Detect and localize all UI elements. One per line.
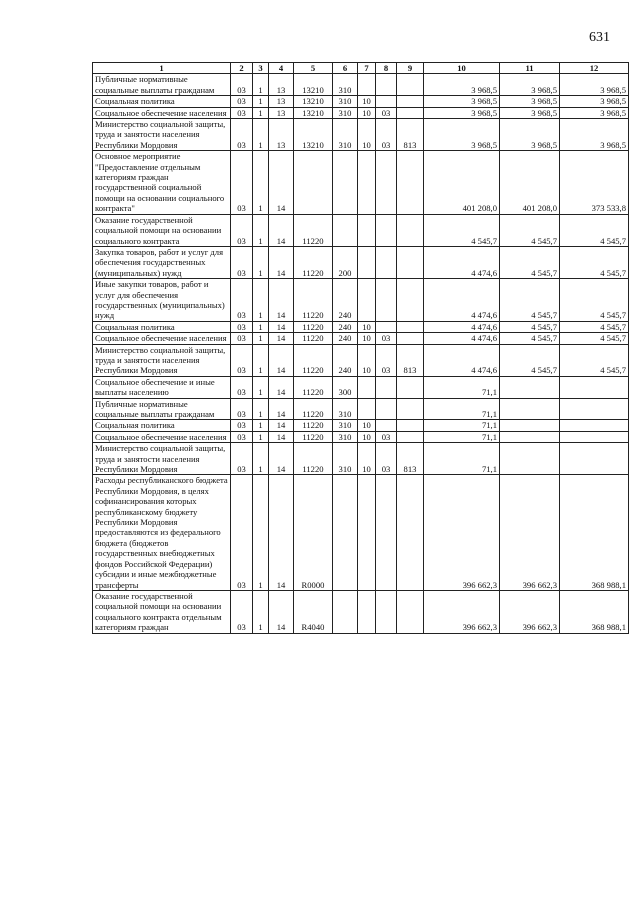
table-row	[93, 119, 629, 151]
cell-col-2: 03	[231, 431, 253, 442]
cell-col-8	[376, 96, 397, 107]
cell-col-2: 03	[231, 119, 253, 151]
cell-col-4: 14	[269, 333, 294, 344]
cell-col-2: 03	[231, 376, 253, 398]
column-header-12: 12	[560, 63, 629, 74]
cell-col-12: 3 968,5	[560, 96, 629, 107]
cell-col-7	[358, 151, 376, 214]
header-row	[93, 63, 629, 74]
cell-col-7	[358, 214, 376, 246]
cell-col-3: 1	[253, 475, 269, 590]
cell-col-8	[376, 214, 397, 246]
cell-col-5: 11220	[294, 246, 333, 278]
cell-col-7: 10	[358, 420, 376, 431]
cell-col-6: 310	[333, 107, 358, 118]
cell-col-10: 4 474,6	[424, 333, 500, 344]
cell-col-11: 396 662,3	[500, 475, 560, 590]
cell-col-12: 3 968,5	[560, 119, 629, 151]
cell-col-4: 14	[269, 376, 294, 398]
cell-col-3: 1	[253, 376, 269, 398]
row-name-cell: Публичные нормативные социальные выплаты гражданам	[93, 74, 231, 96]
cell-col-11: 4 545,7	[500, 246, 560, 278]
cell-col-8	[376, 321, 397, 332]
column-header-2: 2	[231, 63, 253, 74]
row-name-cell: Закупка товаров, работ и услуг для обеспечения государственных (муниципальных) нужд	[93, 246, 231, 278]
table-row	[93, 333, 629, 344]
cell-col-7	[358, 279, 376, 322]
cell-col-6	[333, 475, 358, 590]
table-row	[93, 321, 629, 332]
cell-col-12: 368 988,1	[560, 475, 629, 590]
cell-col-5: 13210	[294, 107, 333, 118]
cell-col-6: 310	[333, 431, 358, 442]
cell-col-9	[397, 279, 424, 322]
cell-col-2: 03	[231, 279, 253, 322]
cell-col-10: 3 968,5	[424, 96, 500, 107]
cell-col-7: 10	[358, 431, 376, 442]
cell-col-3: 1	[253, 151, 269, 214]
cell-col-11: 4 545,7	[500, 344, 560, 376]
row-name-cell: Оказание государственной социальной помощи на основании социального контракта	[93, 214, 231, 246]
table-row	[93, 376, 629, 398]
table-row	[93, 246, 629, 278]
cell-col-5: 13210	[294, 74, 333, 96]
cell-col-10: 3 968,5	[424, 119, 500, 151]
cell-col-8: 03	[376, 333, 397, 344]
row-name-cell: Расходы республиканского бюджета Республики Мордовия, в целях софинансирования которых республиканскому бюджету Республики Мордовия предоставляются из федерального бюджета (бюджетов государственных внебюджетных фондов Российской Федерации) субсидии и иные межбюджетные трансферты	[93, 475, 231, 590]
cell-col-2: 03	[231, 74, 253, 96]
row-name-cell: Иные закупки товаров, работ и услуг для обеспечения государственных (муниципальных) нужд	[93, 279, 231, 322]
row-name-cell: Основное мероприятие "Предоставление отдельным категориям граждан государственной социальной помощи на основании социального контракта"	[93, 151, 231, 214]
cell-col-5: 11220	[294, 420, 333, 431]
cell-col-11	[500, 443, 560, 475]
cell-col-3: 1	[253, 344, 269, 376]
cell-col-12: 4 545,7	[560, 344, 629, 376]
cell-col-6: 240	[333, 279, 358, 322]
cell-col-8	[376, 590, 397, 633]
cell-col-6	[333, 214, 358, 246]
cell-col-2: 03	[231, 96, 253, 107]
table-row	[93, 107, 629, 118]
cell-col-2: 03	[231, 151, 253, 214]
cell-col-9	[397, 246, 424, 278]
cell-col-6: 240	[333, 333, 358, 344]
cell-col-8	[376, 376, 397, 398]
row-name-cell: Министерство социальной защиты, труда и занятости населения Республики Мордовия	[93, 443, 231, 475]
table-row	[93, 431, 629, 442]
cell-col-2: 03	[231, 475, 253, 590]
cell-col-7: 10	[358, 107, 376, 118]
cell-col-3: 1	[253, 420, 269, 431]
cell-col-12	[560, 431, 629, 442]
cell-col-2: 03	[231, 398, 253, 420]
cell-col-3: 1	[253, 590, 269, 633]
cell-col-7: 10	[358, 344, 376, 376]
column-header-4: 4	[269, 63, 294, 74]
cell-col-8	[376, 279, 397, 322]
cell-col-2: 03	[231, 590, 253, 633]
cell-col-9	[397, 321, 424, 332]
cell-col-8	[376, 246, 397, 278]
column-header-5: 5	[294, 63, 333, 74]
cell-col-9	[397, 214, 424, 246]
cell-col-4: 14	[269, 590, 294, 633]
page-number: 631	[589, 30, 610, 45]
cell-col-9	[397, 96, 424, 107]
cell-col-10: 71,1	[424, 431, 500, 442]
cell-col-11: 4 545,7	[500, 333, 560, 344]
cell-col-2: 03	[231, 333, 253, 344]
cell-col-4: 14	[269, 420, 294, 431]
cell-col-3: 1	[253, 74, 269, 96]
cell-col-9	[397, 420, 424, 431]
column-header-8: 8	[376, 63, 397, 74]
cell-col-10: 401 208,0	[424, 151, 500, 214]
column-header-3: 3	[253, 63, 269, 74]
cell-col-12: 368 988,1	[560, 590, 629, 633]
cell-col-8: 03	[376, 431, 397, 442]
cell-col-11: 4 545,7	[500, 321, 560, 332]
cell-col-9: 813	[397, 344, 424, 376]
cell-col-4: 14	[269, 344, 294, 376]
cell-col-10: 3 968,5	[424, 107, 500, 118]
cell-col-4: 13	[269, 107, 294, 118]
cell-col-9	[397, 590, 424, 633]
cell-col-11: 401 208,0	[500, 151, 560, 214]
cell-col-9	[397, 431, 424, 442]
cell-col-12	[560, 398, 629, 420]
cell-col-3: 1	[253, 107, 269, 118]
cell-col-2: 03	[231, 321, 253, 332]
cell-col-2: 03	[231, 443, 253, 475]
cell-col-9	[397, 376, 424, 398]
cell-col-5: 11220	[294, 431, 333, 442]
column-header-10: 10	[424, 63, 500, 74]
cell-col-11	[500, 398, 560, 420]
cell-col-11: 3 968,5	[500, 96, 560, 107]
cell-col-7	[358, 74, 376, 96]
table-row	[93, 443, 629, 475]
table-row	[93, 420, 629, 431]
cell-col-5: 11220	[294, 443, 333, 475]
cell-col-7: 10	[358, 321, 376, 332]
cell-col-5	[294, 151, 333, 214]
cell-col-12	[560, 443, 629, 475]
cell-col-3: 1	[253, 321, 269, 332]
cell-col-3: 1	[253, 246, 269, 278]
row-name-cell: Социальное обеспечение и иные выплаты населению	[93, 376, 231, 398]
cell-col-4: 14	[269, 214, 294, 246]
cell-col-5: R4040	[294, 590, 333, 633]
cell-col-10: 396 662,3	[424, 590, 500, 633]
cell-col-11: 396 662,3	[500, 590, 560, 633]
cell-col-11: 3 968,5	[500, 119, 560, 151]
cell-col-2: 03	[231, 420, 253, 431]
cell-col-8	[376, 420, 397, 431]
cell-col-7: 10	[358, 333, 376, 344]
cell-col-5: 11220	[294, 333, 333, 344]
row-name-cell: Министерство социальной защиты, труда и занятости населения Республики Мордовия	[93, 344, 231, 376]
table-body	[93, 74, 629, 633]
cell-col-7	[358, 475, 376, 590]
cell-col-10: 4 474,6	[424, 321, 500, 332]
row-name-cell: Социальная политика	[93, 420, 231, 431]
row-name-cell: Социальное обеспечение населения	[93, 107, 231, 118]
cell-col-8: 03	[376, 443, 397, 475]
cell-col-6	[333, 151, 358, 214]
row-name-cell: Социальная политика	[93, 321, 231, 332]
cell-col-12: 4 545,7	[560, 333, 629, 344]
cell-col-12	[560, 376, 629, 398]
cell-col-6	[333, 590, 358, 633]
cell-col-12: 3 968,5	[560, 107, 629, 118]
cell-col-10: 396 662,3	[424, 475, 500, 590]
cell-col-3: 1	[253, 96, 269, 107]
cell-col-3: 1	[253, 431, 269, 442]
cell-col-2: 03	[231, 344, 253, 376]
row-name-cell: Социальная политика	[93, 96, 231, 107]
cell-col-2: 03	[231, 107, 253, 118]
cell-col-9: 813	[397, 119, 424, 151]
cell-col-5: 11220	[294, 214, 333, 246]
cell-col-6: 310	[333, 96, 358, 107]
column-header-7: 7	[358, 63, 376, 74]
cell-col-4: 14	[269, 431, 294, 442]
cell-col-6: 310	[333, 74, 358, 96]
cell-col-11: 4 545,7	[500, 279, 560, 322]
row-name-cell: Публичные нормативные социальные выплаты гражданам	[93, 398, 231, 420]
column-header-11: 11	[500, 63, 560, 74]
cell-col-5: 11220	[294, 279, 333, 322]
cell-col-10: 4 474,6	[424, 246, 500, 278]
cell-col-5: R0000	[294, 475, 333, 590]
cell-col-7	[358, 376, 376, 398]
cell-col-8	[376, 151, 397, 214]
cell-col-6: 310	[333, 443, 358, 475]
cell-col-3: 1	[253, 333, 269, 344]
cell-col-11	[500, 420, 560, 431]
cell-col-12: 3 968,5	[560, 74, 629, 96]
cell-col-6: 240	[333, 321, 358, 332]
cell-col-8: 03	[376, 107, 397, 118]
cell-col-8	[376, 74, 397, 96]
cell-col-11: 4 545,7	[500, 214, 560, 246]
cell-col-6: 240	[333, 344, 358, 376]
cell-col-10: 71,1	[424, 420, 500, 431]
row-name-cell: Оказание государственной социальной помощи на основании социального контракта отдельным категориям граждан	[93, 590, 231, 633]
cell-col-12: 4 545,7	[560, 321, 629, 332]
cell-col-4: 14	[269, 443, 294, 475]
cell-col-10: 4 545,7	[424, 214, 500, 246]
cell-col-10: 71,1	[424, 443, 500, 475]
cell-col-10: 3 968,5	[424, 74, 500, 96]
cell-col-3: 1	[253, 398, 269, 420]
row-name-cell: Социальное обеспечение населения	[93, 333, 231, 344]
row-name-cell: Министерство социальной защиты, труда и занятости населения Республики Мордовия	[93, 119, 231, 151]
cell-col-4: 13	[269, 74, 294, 96]
table-row	[93, 590, 629, 633]
table-row	[93, 279, 629, 322]
cell-col-4: 14	[269, 279, 294, 322]
cell-col-6: 300	[333, 376, 358, 398]
cell-col-4: 14	[269, 475, 294, 590]
cell-col-8	[376, 398, 397, 420]
table-row	[93, 398, 629, 420]
cell-col-4: 13	[269, 119, 294, 151]
cell-col-5: 13210	[294, 119, 333, 151]
cell-col-11: 3 968,5	[500, 107, 560, 118]
cell-col-3: 1	[253, 214, 269, 246]
cell-col-12: 4 545,7	[560, 246, 629, 278]
cell-col-7	[358, 398, 376, 420]
column-header-1: 1	[93, 63, 231, 74]
cell-col-9	[397, 333, 424, 344]
cell-col-2: 03	[231, 214, 253, 246]
table-row	[93, 475, 629, 590]
cell-col-6: 310	[333, 119, 358, 151]
cell-col-7: 10	[358, 119, 376, 151]
table-row	[93, 214, 629, 246]
cell-col-6: 310	[333, 420, 358, 431]
table-row	[93, 96, 629, 107]
budget-table	[92, 62, 629, 634]
cell-col-11	[500, 376, 560, 398]
cell-col-11: 3 968,5	[500, 74, 560, 96]
cell-col-4: 14	[269, 398, 294, 420]
cell-col-9	[397, 475, 424, 590]
cell-col-5: 11220	[294, 398, 333, 420]
cell-col-7	[358, 590, 376, 633]
cell-col-10: 71,1	[424, 398, 500, 420]
cell-col-7: 10	[358, 443, 376, 475]
cell-col-5: 11220	[294, 376, 333, 398]
cell-col-3: 1	[253, 443, 269, 475]
cell-col-8	[376, 475, 397, 590]
cell-col-4: 14	[269, 321, 294, 332]
cell-col-12	[560, 420, 629, 431]
table-row	[93, 151, 629, 214]
cell-col-4: 14	[269, 246, 294, 278]
cell-col-12: 373 533,8	[560, 151, 629, 214]
cell-col-11	[500, 431, 560, 442]
cell-col-2: 03	[231, 246, 253, 278]
cell-col-10: 4 474,6	[424, 344, 500, 376]
cell-col-12: 4 545,7	[560, 214, 629, 246]
row-name-cell: Социальное обеспечение населения	[93, 431, 231, 442]
cell-col-4: 13	[269, 96, 294, 107]
cell-col-9	[397, 398, 424, 420]
table-row	[93, 74, 629, 96]
column-header-6: 6	[333, 63, 358, 74]
cell-col-10: 71,1	[424, 376, 500, 398]
cell-col-3: 1	[253, 279, 269, 322]
cell-col-9	[397, 107, 424, 118]
cell-col-9: 813	[397, 443, 424, 475]
cell-col-10: 4 474,6	[424, 279, 500, 322]
cell-col-6: 310	[333, 398, 358, 420]
cell-col-9	[397, 74, 424, 96]
cell-col-5: 11220	[294, 321, 333, 332]
cell-col-8: 03	[376, 119, 397, 151]
cell-col-4: 14	[269, 151, 294, 214]
cell-col-6: 200	[333, 246, 358, 278]
cell-col-7: 10	[358, 96, 376, 107]
cell-col-5: 13210	[294, 96, 333, 107]
cell-col-8: 03	[376, 344, 397, 376]
cell-col-3: 1	[253, 119, 269, 151]
cell-col-5: 11220	[294, 344, 333, 376]
table-row	[93, 344, 629, 376]
cell-col-12: 4 545,7	[560, 279, 629, 322]
column-header-9: 9	[397, 63, 424, 74]
cell-col-9	[397, 151, 424, 214]
cell-col-7	[358, 246, 376, 278]
